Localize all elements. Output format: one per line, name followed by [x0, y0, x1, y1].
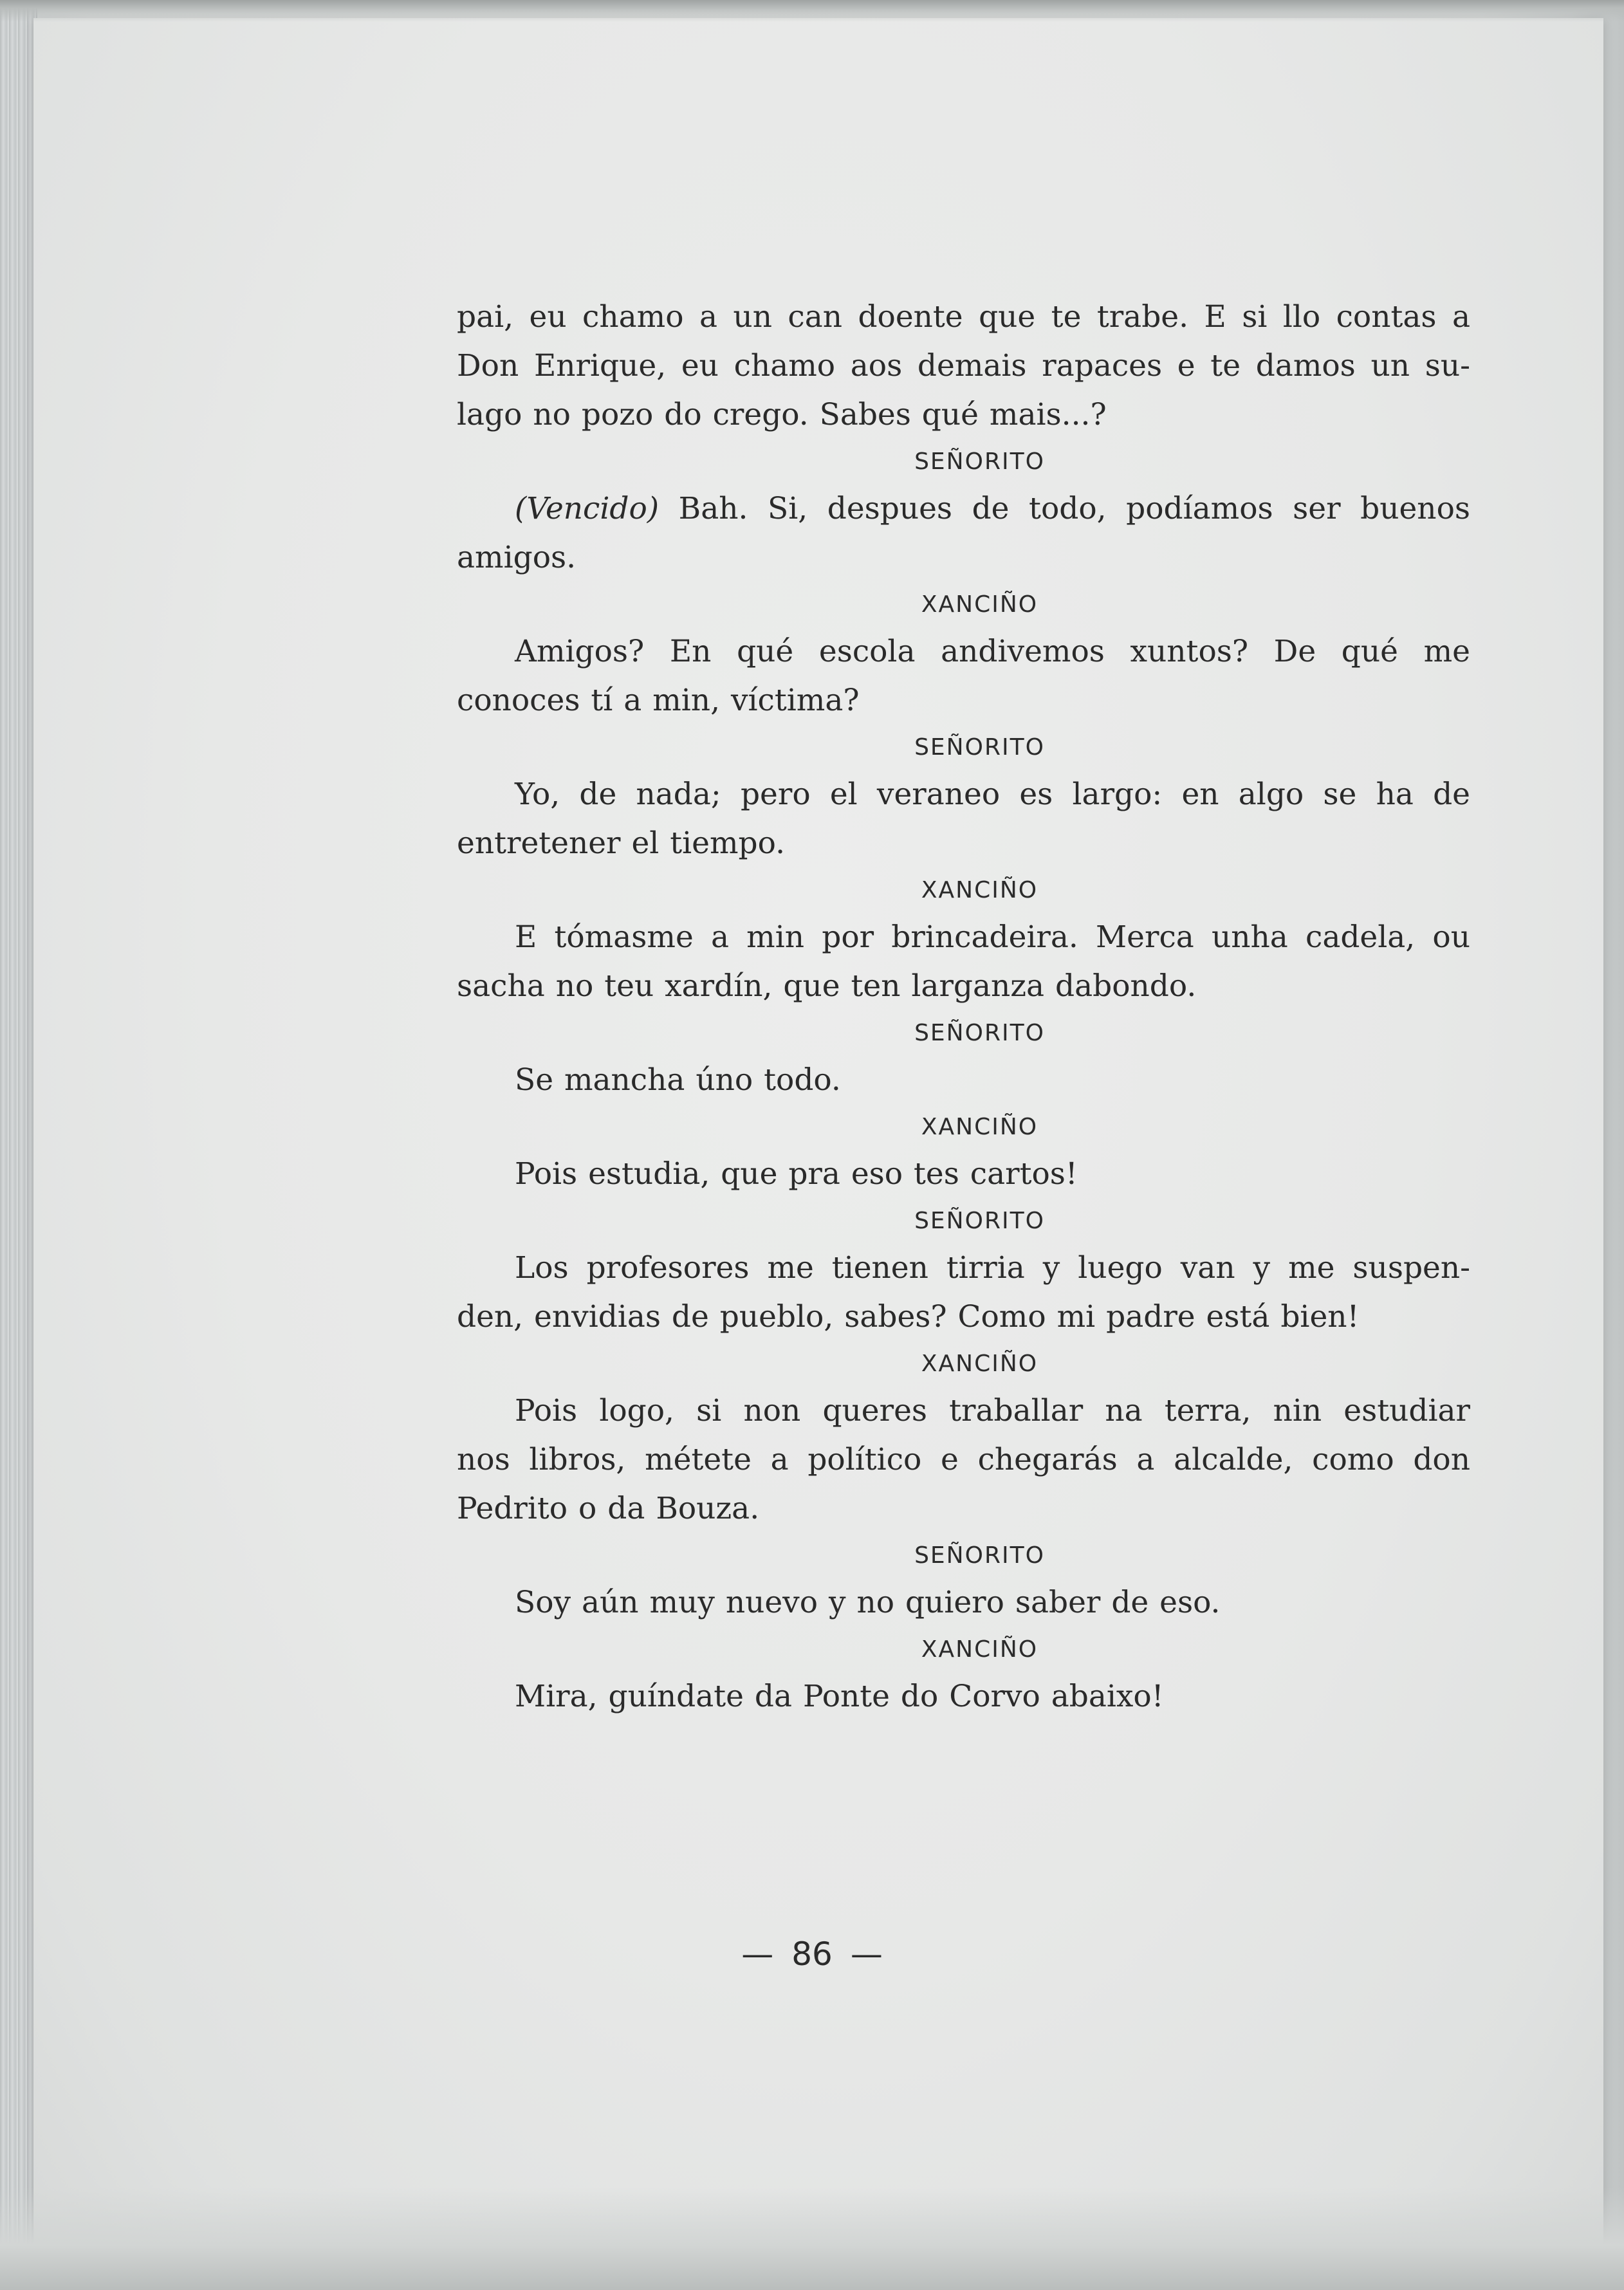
dialogue-line-text: Bah. Si, despues de todo, podíamos ser buenos [659, 491, 1470, 526]
dialogue-line: lago no pozo do crego. Sabes qué mais...? [457, 397, 1107, 432]
top-edge-shadow [0, 0, 1624, 22]
dialogue-line: Don Enrique, eu chamo aos demais rapaces e te damos un su- [457, 348, 1470, 383]
dialogue-line: Los profesores me tienen tirria y luego van y me suspen- [515, 1250, 1470, 1286]
speaker-name: SEÑORITO [914, 1020, 1045, 1046]
speaker-name: XANCIÑO [921, 877, 1038, 903]
stage-direction: (Vencido) [515, 491, 660, 526]
dialogue-line: pai, eu chamo a un can doente que te trabe. E si llo contas a [457, 299, 1470, 335]
page-number-dash-right: — [850, 1935, 883, 1973]
dialogue-line: amigos. [457, 540, 577, 575]
dialogue-line: Pois logo, si non queres traballar na terra, nin estudiar [515, 1393, 1470, 1428]
page-number-dash-left: — [741, 1935, 774, 1973]
dialogue-line: E tómasme a min por brincadeira. Merca unha cadela, ou [515, 919, 1470, 955]
dialogue-line: Soy aún muy nuevo y no quiero saber de eso. [515, 1585, 1221, 1620]
dialogue-text-block [457, 293, 1470, 1721]
speaker-name: SEÑORITO [914, 1542, 1045, 1569]
dialogue-line: Amigos? En qué escola andivemos xuntos? De qué me [515, 634, 1470, 669]
speaker-name: XANCIÑO [921, 591, 1038, 618]
dialogue-line: entretener el tiempo. [457, 826, 786, 861]
dialogue-line: Yo, de nada; pero el veraneo es largo: en algo se ha de [515, 777, 1470, 812]
page-number [0, 1935, 1624, 1973]
dialogue-line: nos libros, métete a político e chegarás a alcalde, como don [457, 1442, 1470, 1477]
dialogue-line: Mira, guíndate da Ponte do Corvo abaixo! [515, 1679, 1164, 1714]
speaker-name: SEÑORITO [914, 448, 1045, 475]
dialogue-line: conoces tí a min, víctima? [457, 683, 860, 718]
speaker-name: XANCIÑO [921, 1351, 1038, 1377]
dialogue-line [457, 485, 1470, 533]
dialogue-line: Se mancha úno todo. [515, 1062, 841, 1098]
dialogue-line: den, envidias de pueblo, sabes? Como mi padre está bien! [457, 1299, 1360, 1334]
speaker-name: XANCIÑO [921, 1636, 1038, 1663]
dialogue-line: sacha no teu xardín, que ten larganza dabondo. [457, 968, 1197, 1004]
speaker-name: XANCIÑO [921, 1114, 1038, 1140]
bottom-edge-shadow [0, 2187, 1624, 2290]
dialogue-line: Pois estudia, que pra eso tes cartos! [515, 1156, 1078, 1192]
page-number-value: 86 [791, 1935, 833, 1973]
dialogue-line: Pedrito o da Bouza. [457, 1491, 760, 1526]
speaker-name: SEÑORITO [914, 1208, 1045, 1234]
speaker-name: SEÑORITO [914, 734, 1045, 761]
